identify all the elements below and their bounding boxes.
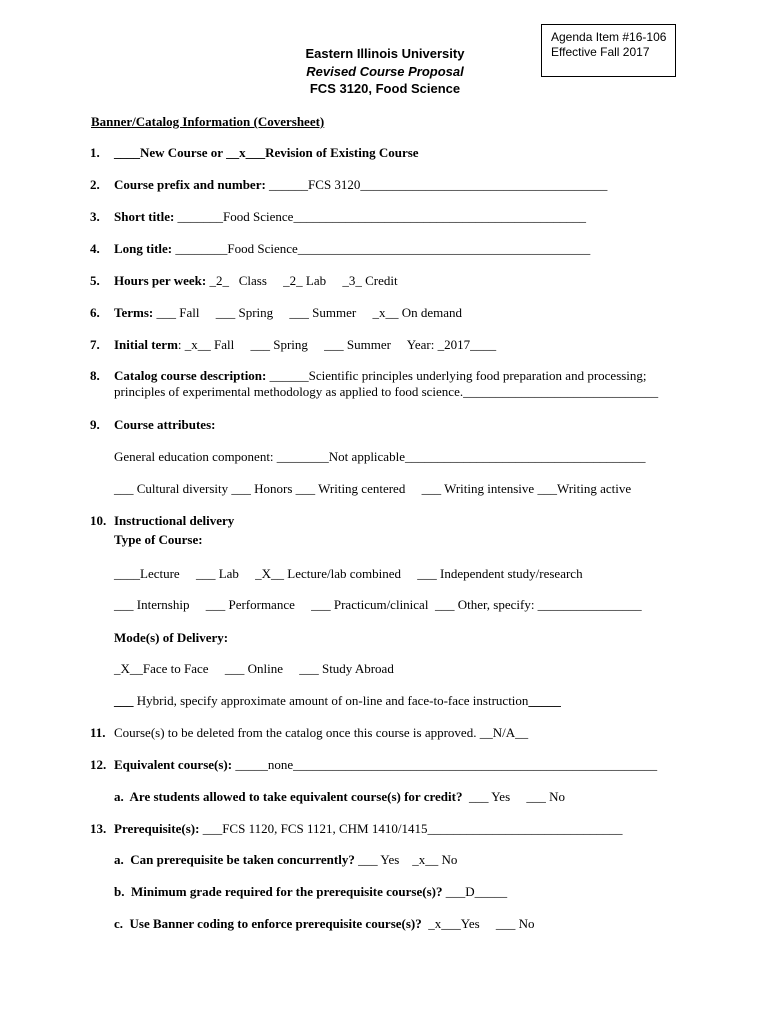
short-title-value: _______Food Science_____________________________________________ bbox=[177, 209, 586, 224]
course-prefix-value: ______FCS 3120______________________________________ bbox=[269, 177, 608, 192]
item-13: 13. Prerequisite(s): ___FCS 1120, FCS 1121, CHM 1410/1415______________________________ bbox=[90, 821, 623, 836]
section-title: Banner/Catalog Information (Coversheet) bbox=[91, 114, 325, 129]
item-6: 6. Terms: ___ Fall ___ Spring ___ Summer _x__ On demand bbox=[90, 305, 463, 320]
type-of-course-row2: ___ Internship ___ Performance ___ Practicum/clinical ___ Other, specify: ________________ bbox=[114, 597, 642, 612]
gen-ed-component: General education component: ________Not applicable_____________________________________ bbox=[114, 449, 646, 464]
delivery-mode-row1: _X__Face to Face ___ Online ___ Study Abroad bbox=[114, 661, 394, 676]
item-2: 2. Course prefix and number: ______FCS 3120______________________________________ bbox=[90, 177, 608, 192]
item-1: 1. ____New Course or __x___Revision of Existing Course bbox=[90, 145, 419, 160]
item-3: 3. Short title: _______Food Science_____________________________________________ bbox=[90, 209, 586, 224]
item-11: 11. Course(s) to be deleted from the catalog once this course is approved. __N/A__ bbox=[90, 725, 529, 740]
course-title: FCS 3120, Food Science bbox=[309, 81, 461, 96]
item-9: 9. Course attributes: bbox=[90, 417, 216, 432]
item-13a: a. Can prerequisite be taken concurrently? ___ Yes _x__ No bbox=[114, 852, 458, 867]
item-13c: c. Use Banner coding to enforce prerequisite course(s)? _x___Yes ___ No bbox=[114, 916, 535, 931]
long-title-value: ________Food Science_____________________________________________ bbox=[175, 241, 591, 256]
type-of-course-label: Type of Course: bbox=[114, 532, 203, 547]
type-of-course-row1: ____Lecture ___ Lab _X__ Lecture/lab combined ___ Independent study/research bbox=[114, 566, 583, 581]
item-13b: b. Minimum grade required for the prerequisite course(s)? ___D_____ bbox=[114, 884, 508, 899]
effective-term: Effective Fall 2017 bbox=[551, 44, 650, 59]
university-name: Eastern Illinois University bbox=[305, 46, 465, 61]
proposal-subtitle: Revised Course Proposal bbox=[306, 64, 464, 79]
item-8-line2: principles of experimental methodology as applied to food science.______________________________ bbox=[114, 384, 659, 399]
item-12: 12. Equivalent course(s): _____none________________________________________________________ bbox=[90, 757, 658, 772]
item-5: 5. Hours per week: _2_ Class _2_ Lab _3_ Credit bbox=[90, 273, 398, 288]
item-8: 8. Catalog course description: ______Scientific principles underlying food preparation and processing; bbox=[90, 368, 647, 383]
delivery-mode-row2: ___ Hybrid, specify approximate amount of on-line and face-to-face instruction_____ bbox=[114, 693, 561, 708]
item-12a: a. Are students allowed to take equivalent course(s) for credit? ___ Yes ___ No bbox=[114, 789, 566, 804]
item-7: 7. Initial term: _x__ Fall ___ Spring ___ Summer Year: _2017____ bbox=[90, 337, 497, 352]
course-attributes-options: ___ Cultural diversity ___ Honors ___ Writing centered ___ Writing intensive ___Writing active bbox=[114, 481, 632, 496]
delivery-mode-label: Mode(s) of Delivery: bbox=[114, 630, 229, 645]
agenda-item: Agenda Item #16-106 bbox=[551, 30, 667, 44]
item-4: 4. Long title: ________Food Science_____________________________________________ bbox=[90, 241, 591, 256]
item-10: 10. Instructional delivery bbox=[90, 513, 235, 528]
